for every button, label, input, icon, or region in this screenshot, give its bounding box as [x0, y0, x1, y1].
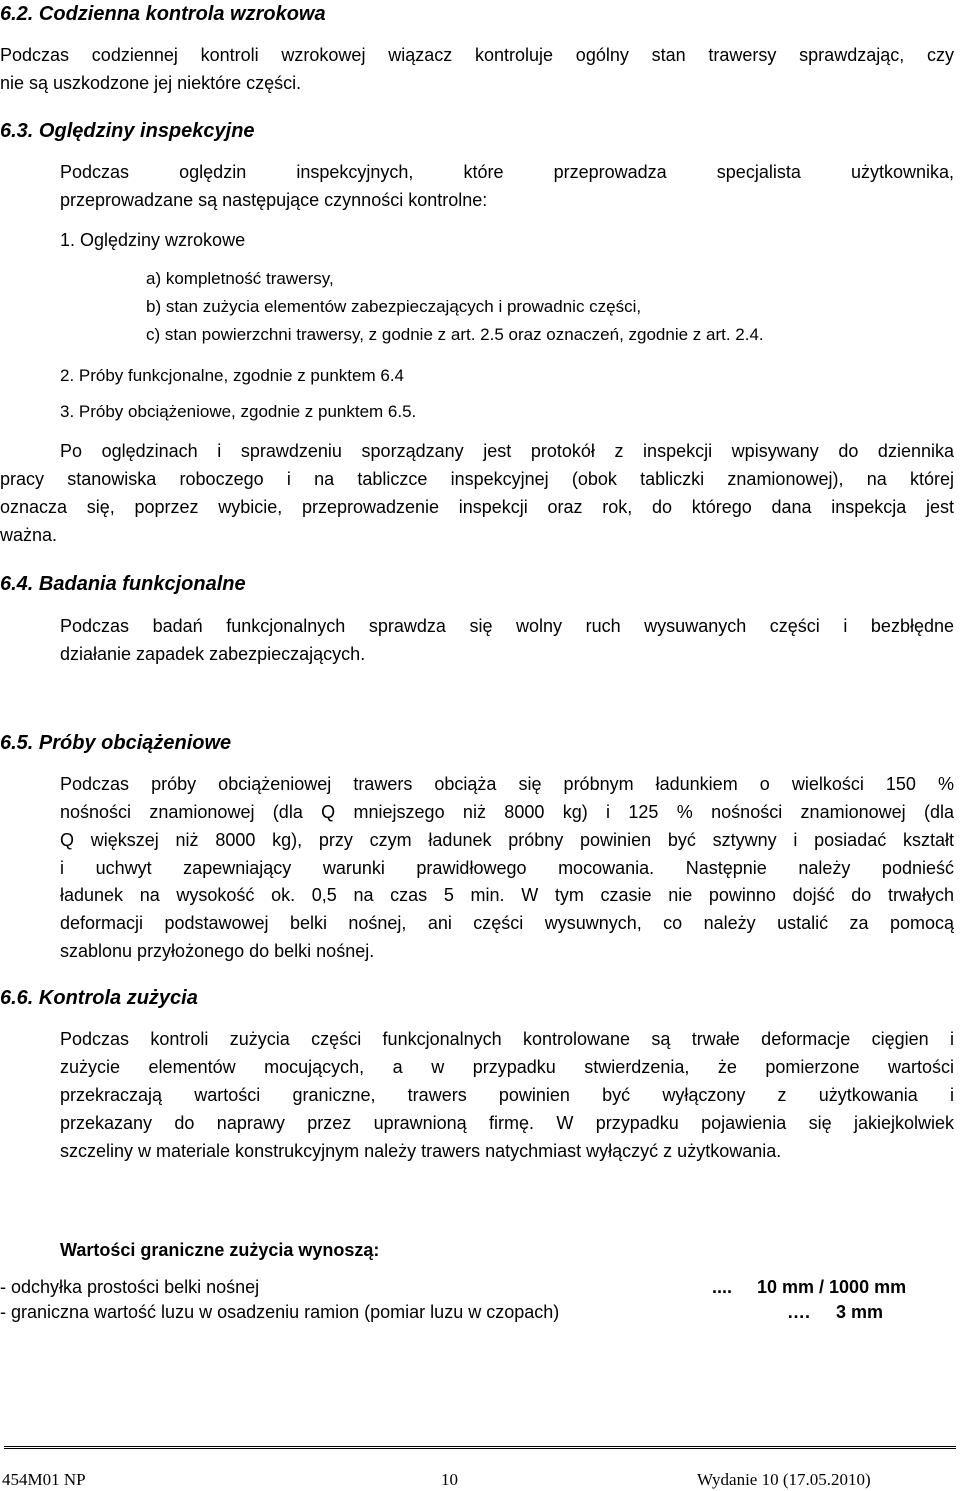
- heading-6-6: 6.6. Kontrola zużycia: [0, 987, 198, 1009]
- limit-row-2-label: - graniczna wartość luzu w osadzeniu ramion (pomiar luzu w czopach): [0, 1302, 560, 1322]
- heading-6-3: 6.3. Oględziny inspekcyjne: [0, 120, 255, 142]
- s63-intro-2: przeprowadzane są następujące czynności kontrolne:: [60, 190, 488, 210]
- limit-row-1-dots: ....: [712, 1277, 733, 1297]
- s66-line-1: Podczas kontroli zużycia części funkcjonalnych kontrolowane są trwałe deformacje cięgien i: [60, 1029, 954, 1049]
- limit-row-2-value: 3 mm: [836, 1302, 884, 1322]
- s65-line-6: deformacji podstawowej belki nośnej, ani części wysuwnych, co należy ustalić za pomocą: [60, 913, 954, 933]
- s64-line-1: Podczas badań funkcjonalnych sprawdza się wolny ruch wysuwanych części i bezbłędne: [60, 616, 954, 636]
- heading-6-4: 6.4. Badania funkcjonalne: [0, 573, 246, 595]
- s65-line-1: Podczas próby obciążeniowej trawers obciąża się próbnym ładunkiem o wielkości 150 %: [60, 774, 954, 794]
- limit-row-1-label: - odchyłka prostości belki nośnej: [0, 1277, 260, 1297]
- s62-line-2: nie są uszkodzone jej niektóre części.: [0, 73, 302, 93]
- s63-item-3: 3. Próby obciążeniowe, zgodnie z punktem 6.5.: [60, 402, 417, 421]
- s63-item-2: 2. Próby funkcjonalne, zgodnie z punktem 6.4: [60, 366, 404, 385]
- s65-line-3: Q większej niż 8000 kg), przy czym ładunek próbny powinien być sztywny i posiadać kształt: [60, 830, 954, 850]
- s63-sub-c: c) stan powierzchni trawersy, z godnie z art. 2.5 oraz oznaczeń, zgodnie z art. 2.4.: [146, 325, 764, 344]
- heading-6-5: 6.5. Próby obciążeniowe: [0, 732, 232, 754]
- s63-intro-1: Podczas oględzin inspekcyjnych, które przeprowadza specjalista użytkownika,: [60, 162, 954, 182]
- footer-page-number: 10: [441, 1470, 458, 1489]
- s65-line-7: szablonu przyłożonego do belki nośnej.: [60, 941, 375, 961]
- s66-line-2: zużycie elementów mocujących, a w przypadku stwierdzenia, że pomierzone wartości: [60, 1057, 954, 1077]
- s62-line-1: Podczas codziennej kontroli wzrokowej wiązacz kontroluje ogólny stan trawersy sprawdzając, czy: [0, 45, 954, 65]
- s66-line-3: przekraczają wartości graniczne, trawers powinien być wyłączony z użytkowania i: [60, 1085, 954, 1105]
- s63-para-4: ważna.: [0, 525, 58, 545]
- s63-sub-b: b) stan zużycia elementów zabezpieczających i prowadnic części,: [146, 297, 642, 316]
- s63-item-1: 1. Oględziny wzrokowe: [60, 230, 246, 250]
- s65-line-5: ładunek na wysokość ok. 0,5 na czas 5 min. W tym czasie nie powinno dojść do trwałych: [60, 885, 954, 905]
- s63-para-3: oznacza się, poprzez wybicie, przeprowadzenie inspekcji oraz rok, do którego dana inspekcja jest: [0, 497, 954, 517]
- limit-row-2-dots: ….: [787, 1302, 811, 1322]
- s65-line-4: i uchwyt zapewniający warunki prawidłowego mocowania. Następnie należy podnieść: [60, 858, 954, 878]
- footer-rule: [4, 1446, 956, 1449]
- s64-line-2: działanie zapadek zabezpieczających.: [60, 644, 366, 664]
- s63-para-2: pracy stanowiska roboczego i na tabliczce inspekcyjnej (obok tabliczki znamionowej), na której: [0, 469, 954, 489]
- footer-edition: Wydanie 10 (17.05.2010): [697, 1470, 871, 1489]
- s63-sub-a: a) kompletność trawersy,: [146, 269, 334, 288]
- limit-row-1-value: 10 mm / 1000 mm: [757, 1277, 907, 1297]
- s63-para-1: Po oględzinach i sprawdzeniu sporządzany jest protokół z inspekcji wpisywany do dziennika: [60, 441, 954, 461]
- s65-line-2: nośności znamionowej (dla Q mniejszego niż 8000 kg) i 125 % nośności znamionowej (dla: [60, 802, 954, 822]
- s66-line-5: szczeliny w materiale konstrukcyjnym należy trawers natychmiast wyłączyć z użytkowania.: [60, 1141, 782, 1161]
- s66-line-4: przekazany do naprawy przez uprawnioną firmę. W przypadku pojawienia się jakiejkolwiek: [60, 1113, 954, 1133]
- limits-title: Wartości graniczne zużycia wynoszą:: [60, 1240, 380, 1260]
- footer-code: 454M01 NP: [2, 1470, 86, 1489]
- heading-6-2: 6.2. Codzienna kontrola wzrokowa: [0, 3, 326, 25]
